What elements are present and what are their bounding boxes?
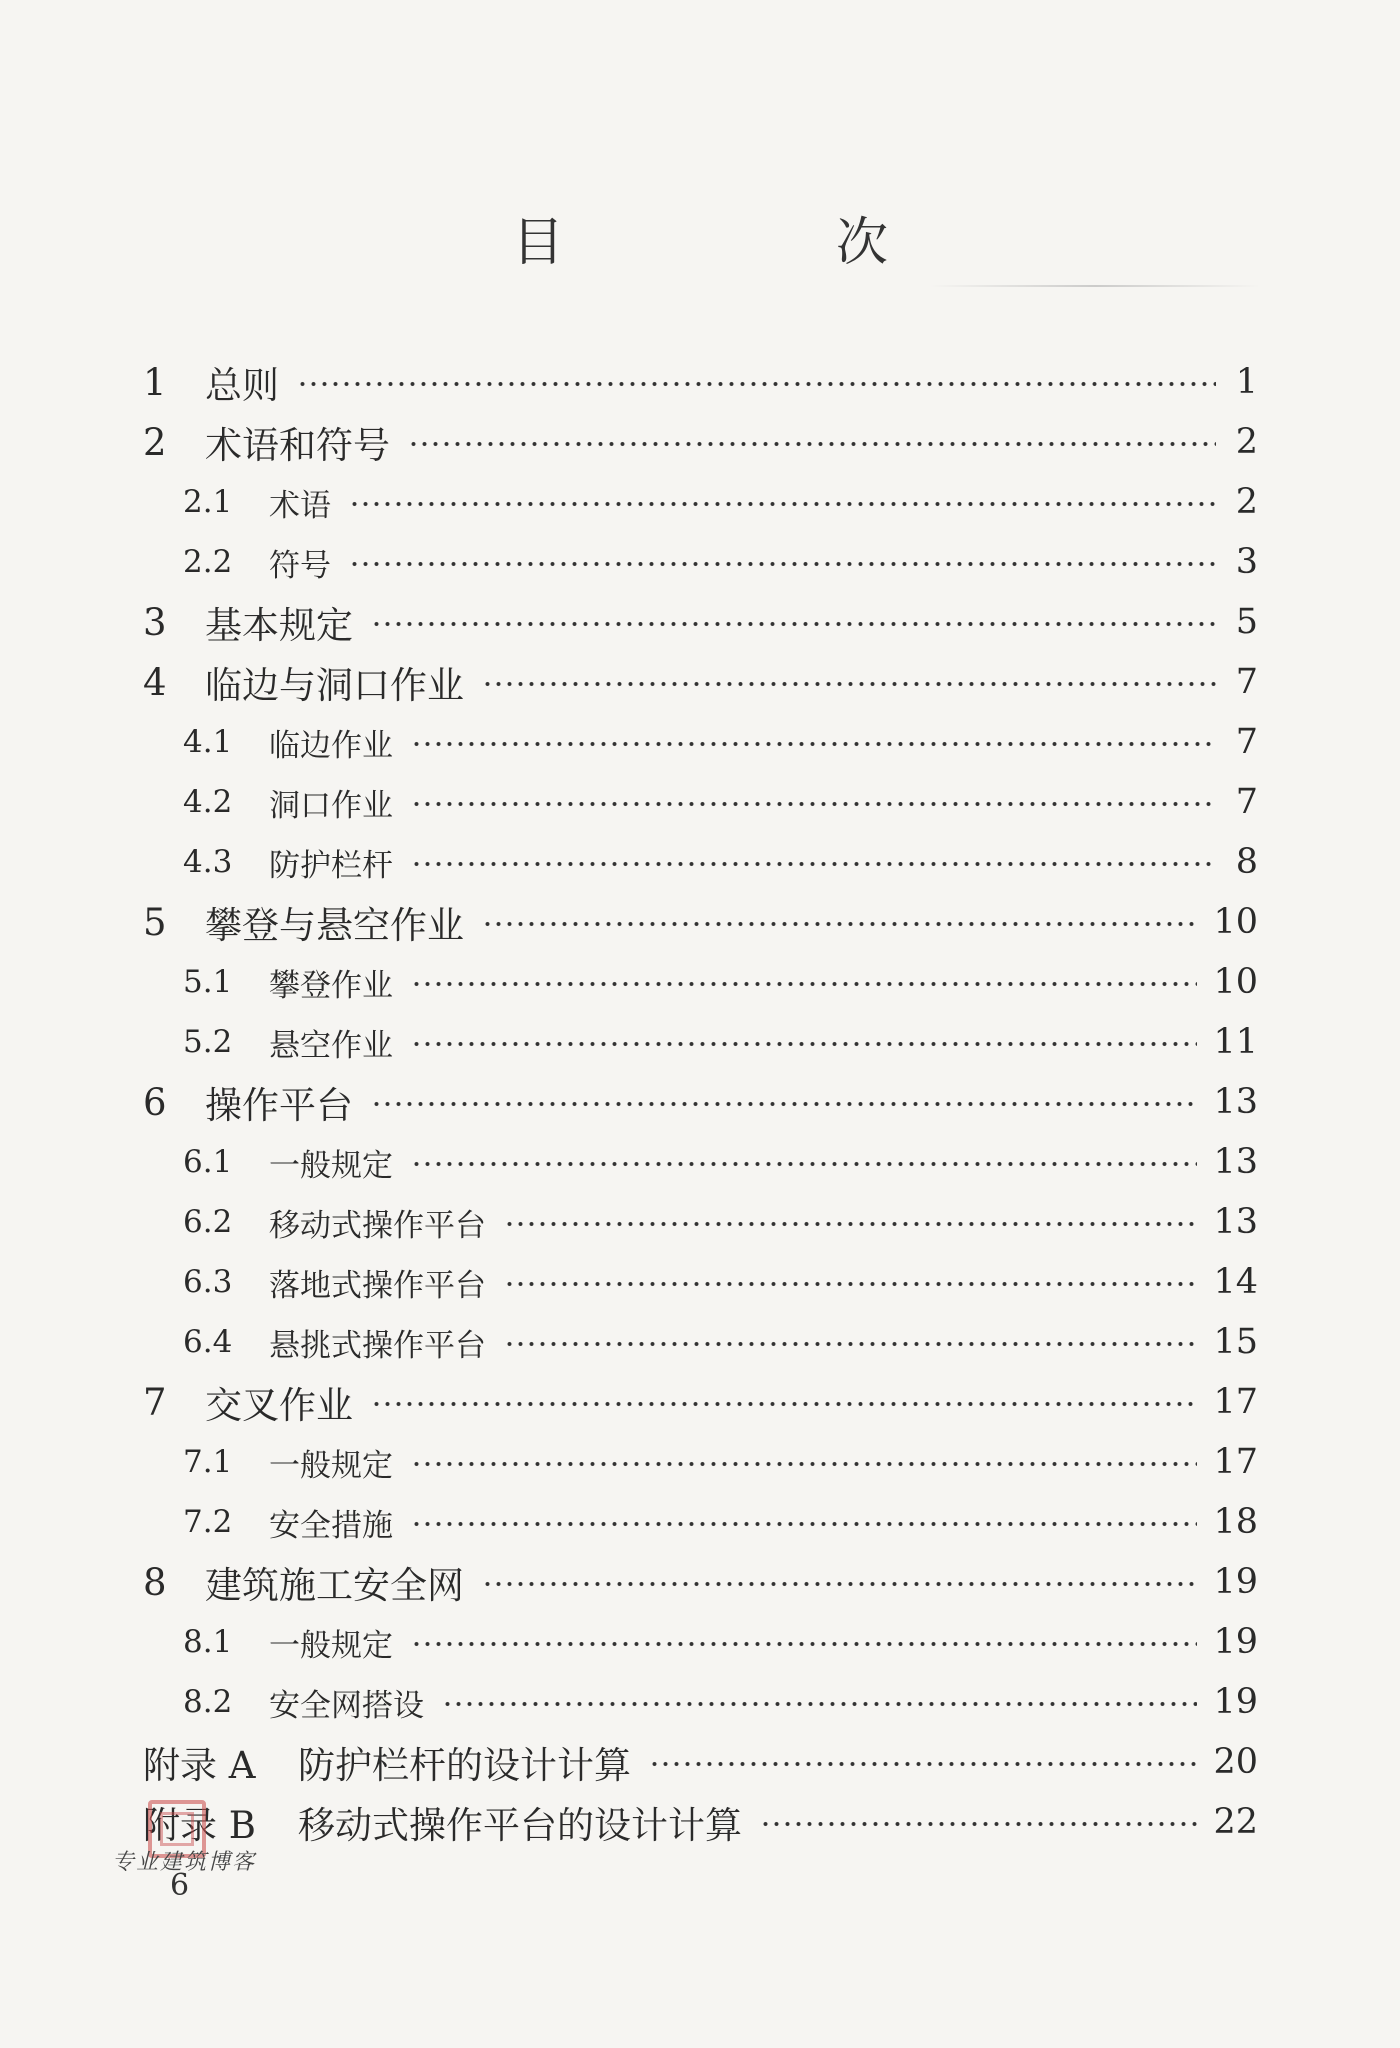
toc-entry-number: 3 bbox=[143, 600, 167, 644]
toc-entry[interactable] bbox=[0, 1192, 1400, 1252]
toc-entry[interactable] bbox=[0, 832, 1400, 892]
toc-entry-number: 4.3 bbox=[183, 844, 233, 880]
toc-entry-number: 7.1 bbox=[183, 1444, 233, 1480]
toc-entry[interactable] bbox=[0, 1672, 1400, 1732]
dot-leader bbox=[442, 1700, 1197, 1708]
toc-entry-page: 11 bbox=[1213, 1022, 1258, 1062]
toc-entry-number: 4.1 bbox=[183, 724, 233, 760]
toc-entry-number: 6 bbox=[143, 1080, 167, 1124]
toc-entry-label: 总则 bbox=[205, 364, 279, 407]
toc-entry-number: 5.2 bbox=[183, 1024, 233, 1060]
page-title: 目 次 bbox=[511, 213, 998, 273]
toc-entry-number: 附录 B bbox=[143, 1804, 256, 1847]
dot-leader bbox=[408, 440, 1216, 448]
dot-leader bbox=[411, 1520, 1197, 1528]
dot-leader bbox=[504, 1340, 1197, 1348]
toc-entry-label: 移动式操作平台 bbox=[269, 1207, 486, 1244]
toc-entry-page: 10 bbox=[1213, 962, 1258, 1002]
dot-leader bbox=[349, 500, 1216, 508]
dot-leader bbox=[649, 1760, 1197, 1768]
toc-entry[interactable] bbox=[0, 352, 1400, 412]
dot-leader bbox=[297, 380, 1216, 388]
page-number: 6 bbox=[170, 1868, 190, 1903]
toc-entry[interactable] bbox=[0, 892, 1400, 952]
toc-entry-page: 7 bbox=[1235, 722, 1258, 762]
dot-leader bbox=[411, 1460, 1197, 1468]
toc-entry-label: 洞口作业 bbox=[269, 787, 393, 824]
toc-entry-label: 交叉作业 bbox=[205, 1384, 353, 1427]
toc-entry[interactable] bbox=[0, 652, 1400, 712]
dot-leader bbox=[411, 980, 1197, 988]
toc-entry-label: 悬挑式操作平台 bbox=[269, 1327, 486, 1364]
toc-entry-number: 附录 A bbox=[143, 1744, 256, 1787]
toc-entry[interactable] bbox=[0, 1252, 1400, 1312]
title-rule bbox=[930, 285, 1260, 287]
toc-entry-number: 6.3 bbox=[183, 1264, 233, 1300]
toc-entry-page: 17 bbox=[1213, 1382, 1258, 1422]
dot-leader bbox=[349, 560, 1216, 568]
toc-entry-label: 基本规定 bbox=[205, 604, 353, 647]
toc-entry-label: 安全网搭设 bbox=[269, 1687, 424, 1724]
toc-entry-label: 建筑施工安全网 bbox=[205, 1564, 464, 1607]
toc-entry-number: 4 bbox=[143, 660, 167, 704]
toc-entry-page: 10 bbox=[1213, 902, 1258, 942]
toc-entry-label: 安全措施 bbox=[269, 1507, 393, 1544]
toc-entry-page: 19 bbox=[1213, 1622, 1258, 1662]
dot-leader bbox=[482, 920, 1197, 928]
toc-entry-page: 22 bbox=[1213, 1802, 1258, 1842]
toc-entry-page: 17 bbox=[1213, 1442, 1258, 1482]
toc-entry-page: 8 bbox=[1235, 842, 1258, 882]
dot-leader bbox=[504, 1220, 1197, 1228]
toc-entry-number: 8.1 bbox=[183, 1624, 233, 1660]
toc-entry[interactable] bbox=[0, 1552, 1400, 1612]
dot-leader bbox=[760, 1820, 1197, 1828]
dot-leader bbox=[411, 1640, 1197, 1648]
toc-entry-label: 一般规定 bbox=[269, 1447, 393, 1484]
toc-entry-page: 13 bbox=[1213, 1202, 1258, 1242]
toc-entry[interactable] bbox=[0, 1132, 1400, 1192]
toc-entry-number: 2.2 bbox=[183, 544, 233, 580]
toc-entry-page: 13 bbox=[1213, 1082, 1258, 1122]
toc-entry-page: 14 bbox=[1213, 1262, 1258, 1302]
toc-entry-page: 1 bbox=[1235, 362, 1258, 402]
toc-entry-label: 术语和符号 bbox=[205, 424, 390, 467]
toc-entry[interactable] bbox=[0, 1432, 1400, 1492]
toc-entry-page: 7 bbox=[1235, 782, 1258, 822]
dot-leader bbox=[482, 680, 1216, 688]
toc-entry[interactable] bbox=[0, 772, 1400, 832]
toc-entry-number: 6.1 bbox=[183, 1144, 233, 1180]
toc-entry-number: 6.4 bbox=[183, 1324, 233, 1360]
toc-entry-page: 7 bbox=[1235, 662, 1258, 702]
dot-leader bbox=[411, 860, 1216, 868]
toc-entry[interactable] bbox=[0, 712, 1400, 772]
toc-entry-label: 一般规定 bbox=[269, 1627, 393, 1664]
toc-entry-label: 悬空作业 bbox=[269, 1027, 393, 1064]
toc-entry-number: 2 bbox=[143, 420, 167, 464]
toc-entry-page: 5 bbox=[1235, 602, 1258, 642]
toc-entry-label: 落地式操作平台 bbox=[269, 1267, 486, 1304]
toc-entry[interactable] bbox=[0, 1792, 1400, 1852]
toc-entry-label: 术语 bbox=[269, 487, 331, 524]
dot-leader bbox=[411, 1160, 1197, 1168]
toc-entry-label: 符号 bbox=[269, 547, 331, 584]
toc-entry-page: 18 bbox=[1213, 1502, 1258, 1542]
toc-entry-page: 19 bbox=[1213, 1682, 1258, 1722]
toc-entry[interactable] bbox=[0, 472, 1400, 532]
toc-entry-label: 临边与洞口作业 bbox=[205, 664, 464, 707]
toc-entry-number: 4.2 bbox=[183, 784, 233, 820]
toc-entry-label: 临边作业 bbox=[269, 727, 393, 764]
toc-entry-number: 5.1 bbox=[183, 964, 233, 1000]
toc-entry[interactable] bbox=[0, 592, 1400, 652]
toc-entry[interactable] bbox=[0, 952, 1400, 1012]
toc-entry-page: 2 bbox=[1235, 422, 1258, 462]
toc-entry-page: 19 bbox=[1213, 1562, 1258, 1602]
toc-entry-label: 操作平台 bbox=[205, 1084, 353, 1127]
toc-entry-page: 20 bbox=[1213, 1742, 1258, 1782]
toc-entry[interactable] bbox=[0, 1612, 1400, 1672]
toc-entry-page: 13 bbox=[1213, 1142, 1258, 1182]
toc-entry[interactable] bbox=[0, 1372, 1400, 1432]
dot-leader bbox=[371, 620, 1216, 628]
toc-entry-number: 5 bbox=[143, 900, 167, 944]
toc-entry-number: 8 bbox=[143, 1560, 167, 1604]
toc-entry-number: 2.1 bbox=[183, 484, 233, 520]
toc-entry[interactable] bbox=[0, 412, 1400, 472]
table-of-contents bbox=[0, 352, 1400, 1852]
toc-entry-number: 7.2 bbox=[183, 1504, 233, 1540]
toc-entry[interactable] bbox=[0, 1492, 1400, 1552]
toc-entry[interactable] bbox=[0, 1312, 1400, 1372]
dot-leader bbox=[411, 1040, 1197, 1048]
toc-entry-number: 6.2 bbox=[183, 1204, 233, 1240]
dot-leader bbox=[411, 800, 1216, 808]
dot-leader bbox=[482, 1580, 1197, 1588]
toc-entry-label: 攀登作业 bbox=[269, 967, 393, 1004]
toc-entry-page: 15 bbox=[1213, 1322, 1258, 1362]
dot-leader bbox=[411, 740, 1216, 748]
toc-entry[interactable] bbox=[0, 532, 1400, 592]
toc-entry-label: 防护栏杆 bbox=[269, 847, 393, 884]
watermark: 专业建筑博客 bbox=[112, 1850, 257, 1875]
toc-entry[interactable] bbox=[0, 1732, 1400, 1792]
toc-entry[interactable] bbox=[0, 1012, 1400, 1072]
toc-entry-label: 防护栏杆的设计计算 bbox=[298, 1744, 631, 1787]
toc-entry-label: 攀登与悬空作业 bbox=[205, 904, 464, 947]
toc-entry-number: 8.2 bbox=[183, 1684, 233, 1720]
toc-entry[interactable] bbox=[0, 1072, 1400, 1132]
dot-leader bbox=[371, 1100, 1197, 1108]
dot-leader bbox=[504, 1280, 1197, 1288]
dot-leader bbox=[371, 1400, 1197, 1408]
toc-entry-label: 移动式操作平台的设计计算 bbox=[298, 1804, 742, 1847]
toc-entry-label: 一般规定 bbox=[269, 1147, 393, 1184]
toc-entry-page: 2 bbox=[1235, 482, 1258, 522]
toc-entry-page: 3 bbox=[1235, 542, 1258, 582]
toc-entry-number: 7 bbox=[143, 1380, 167, 1424]
toc-entry-number: 1 bbox=[143, 360, 167, 404]
